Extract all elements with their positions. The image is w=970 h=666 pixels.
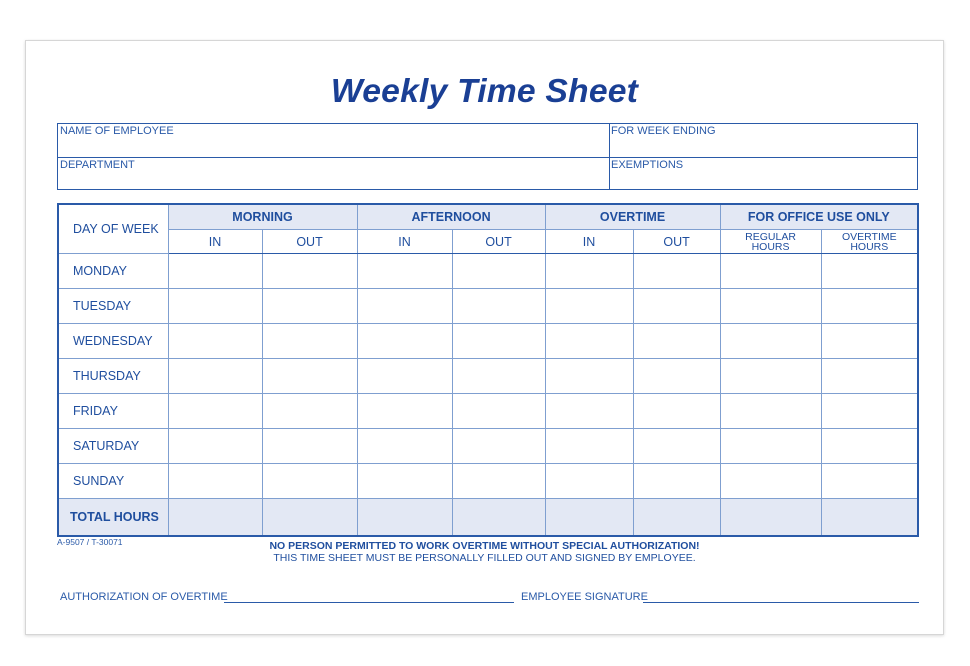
time-entry-cell[interactable] (821, 429, 918, 464)
time-entry-cell[interactable] (452, 429, 545, 464)
regular-hours-header (720, 230, 821, 254)
time-entry-cell[interactable] (168, 289, 262, 324)
sub-header-row (58, 230, 918, 254)
time-entry-cell[interactable] (262, 254, 357, 289)
time-sheet-form (25, 40, 944, 635)
total-cell[interactable] (720, 499, 821, 537)
form-code: A-9507 / T-30071 (57, 537, 123, 547)
regular-hours-line1: REGULAR (745, 230, 796, 243)
day-row (58, 464, 918, 499)
time-entry-cell[interactable] (357, 394, 452, 429)
time-entry-cell[interactable] (545, 429, 633, 464)
total-cell[interactable] (168, 499, 262, 537)
info-divider-horizontal (58, 157, 917, 158)
time-entry-cell[interactable] (633, 464, 720, 499)
hours-table (57, 203, 919, 537)
time-entry-cell[interactable] (545, 289, 633, 324)
time-entry-cell[interactable] (633, 324, 720, 359)
time-entry-cell[interactable] (262, 429, 357, 464)
day-name: TUESDAY (58, 289, 168, 324)
time-entry-cell[interactable] (452, 289, 545, 324)
time-entry-cell[interactable] (262, 359, 357, 394)
time-entry-cell[interactable] (821, 464, 918, 499)
time-entry-cell[interactable] (821, 289, 918, 324)
day-name: SUNDAY (58, 464, 168, 499)
time-entry-cell[interactable] (168, 464, 262, 499)
total-cell[interactable] (357, 499, 452, 537)
time-entry-cell[interactable] (168, 254, 262, 289)
time-entry-cell[interactable] (357, 429, 452, 464)
authorization-label: AUTHORIZATION OF OVERTIME (60, 591, 228, 603)
time-entry-cell[interactable] (633, 429, 720, 464)
time-entry-cell[interactable] (452, 394, 545, 429)
afternoon-in-header: IN (357, 230, 452, 254)
time-entry-cell[interactable] (168, 429, 262, 464)
afternoon-out-header: OUT (452, 230, 545, 254)
time-entry-cell[interactable] (720, 359, 821, 394)
time-entry-cell[interactable] (452, 324, 545, 359)
total-hours-row (58, 499, 918, 537)
overtime-header: OVERTIME (545, 204, 720, 230)
time-entry-cell[interactable] (720, 464, 821, 499)
day-name: WEDNESDAY (58, 324, 168, 359)
time-entry-cell[interactable] (633, 359, 720, 394)
time-entry-cell[interactable] (357, 324, 452, 359)
time-entry-cell[interactable] (357, 464, 452, 499)
time-entry-cell[interactable] (545, 359, 633, 394)
time-entry-cell[interactable] (262, 464, 357, 499)
time-entry-cell[interactable] (545, 324, 633, 359)
time-entry-cell[interactable] (545, 394, 633, 429)
day-row (58, 429, 918, 464)
week-ending-field[interactable]: FOR WEEK ENDING (611, 125, 716, 137)
employee-signature-line[interactable] (643, 602, 919, 603)
time-entry-cell[interactable] (633, 254, 720, 289)
day-row (58, 359, 918, 394)
day-row (58, 254, 918, 289)
time-entry-cell[interactable] (357, 359, 452, 394)
day-name: MONDAY (58, 254, 168, 289)
time-entry-cell[interactable] (633, 394, 720, 429)
total-cell[interactable] (633, 499, 720, 537)
time-entry-cell[interactable] (357, 254, 452, 289)
day-name: SATURDAY (58, 429, 168, 464)
total-hours-label: TOTAL HOURS (58, 499, 168, 537)
employee-name-field[interactable]: NAME OF EMPLOYEE (60, 125, 174, 137)
time-entry-cell[interactable] (545, 464, 633, 499)
time-entry-cell[interactable] (821, 324, 918, 359)
time-entry-cell[interactable] (821, 359, 918, 394)
total-cell[interactable] (545, 499, 633, 537)
time-entry-cell[interactable] (452, 359, 545, 394)
time-entry-cell[interactable] (168, 324, 262, 359)
time-entry-cell[interactable] (821, 394, 918, 429)
overtime-hours-header (821, 230, 918, 254)
form-title: Weekly Time Sheet (330, 72, 639, 109)
group-header-row (58, 204, 918, 230)
time-entry-cell[interactable] (720, 429, 821, 464)
overtime-hours-line2: HOURS (850, 240, 889, 253)
regular-hours-line2: HOURS (751, 240, 790, 253)
overtime-out-header: OUT (633, 230, 720, 254)
signature-notice: THIS TIME SHEET MUST BE PERSONALLY FILLED OUT AND SIGNED BY EMPLOYEE. (273, 552, 696, 564)
office-use-header: FOR OFFICE USE ONLY (720, 204, 918, 230)
time-entry-cell[interactable] (821, 254, 918, 289)
morning-in-header: IN (168, 230, 262, 254)
exemptions-field[interactable]: EXEMPTIONS (611, 159, 684, 171)
time-entry-cell[interactable] (357, 289, 452, 324)
day-row (58, 289, 918, 324)
day-of-week-header: DAY OF WEEK (58, 204, 168, 254)
employee-info-box (57, 123, 918, 190)
time-entry-cell[interactable] (545, 254, 633, 289)
time-entry-cell[interactable] (720, 289, 821, 324)
afternoon-header: AFTERNOON (357, 204, 545, 230)
info-divider-vertical (609, 124, 610, 189)
total-cell[interactable] (452, 499, 545, 537)
time-entry-cell[interactable] (168, 394, 262, 429)
time-entry-cell[interactable] (452, 464, 545, 499)
morning-header: MORNING (168, 204, 357, 230)
time-entry-cell[interactable] (262, 289, 357, 324)
authorization-signature-line[interactable] (224, 602, 514, 603)
time-entry-cell[interactable] (720, 324, 821, 359)
time-entry-cell[interactable] (262, 394, 357, 429)
overtime-notice: NO PERSON PERMITTED TO WORK OVERTIME WITHOUT SPECIAL AUTHORIZATION! (269, 540, 700, 552)
overtime-hours-line1: OVERTIME (841, 230, 897, 243)
time-entry-cell[interactable] (720, 394, 821, 429)
time-entry-cell[interactable] (262, 324, 357, 359)
time-entry-cell[interactable] (168, 359, 262, 394)
day-row (58, 324, 918, 359)
total-cell[interactable] (262, 499, 357, 537)
day-name: FRIDAY (58, 394, 168, 429)
day-rows (58, 254, 918, 499)
total-cell[interactable] (821, 499, 918, 537)
department-field[interactable]: DEPARTMENT (60, 159, 135, 171)
day-row (58, 394, 918, 429)
employee-signature-label: EMPLOYEE SIGNATURE (521, 591, 648, 603)
morning-out-header: OUT (262, 230, 357, 254)
time-entry-cell[interactable] (633, 289, 720, 324)
time-entry-cell[interactable] (452, 254, 545, 289)
overtime-in-header: IN (545, 230, 633, 254)
day-name: THURSDAY (58, 359, 168, 394)
time-entry-cell[interactable] (720, 254, 821, 289)
